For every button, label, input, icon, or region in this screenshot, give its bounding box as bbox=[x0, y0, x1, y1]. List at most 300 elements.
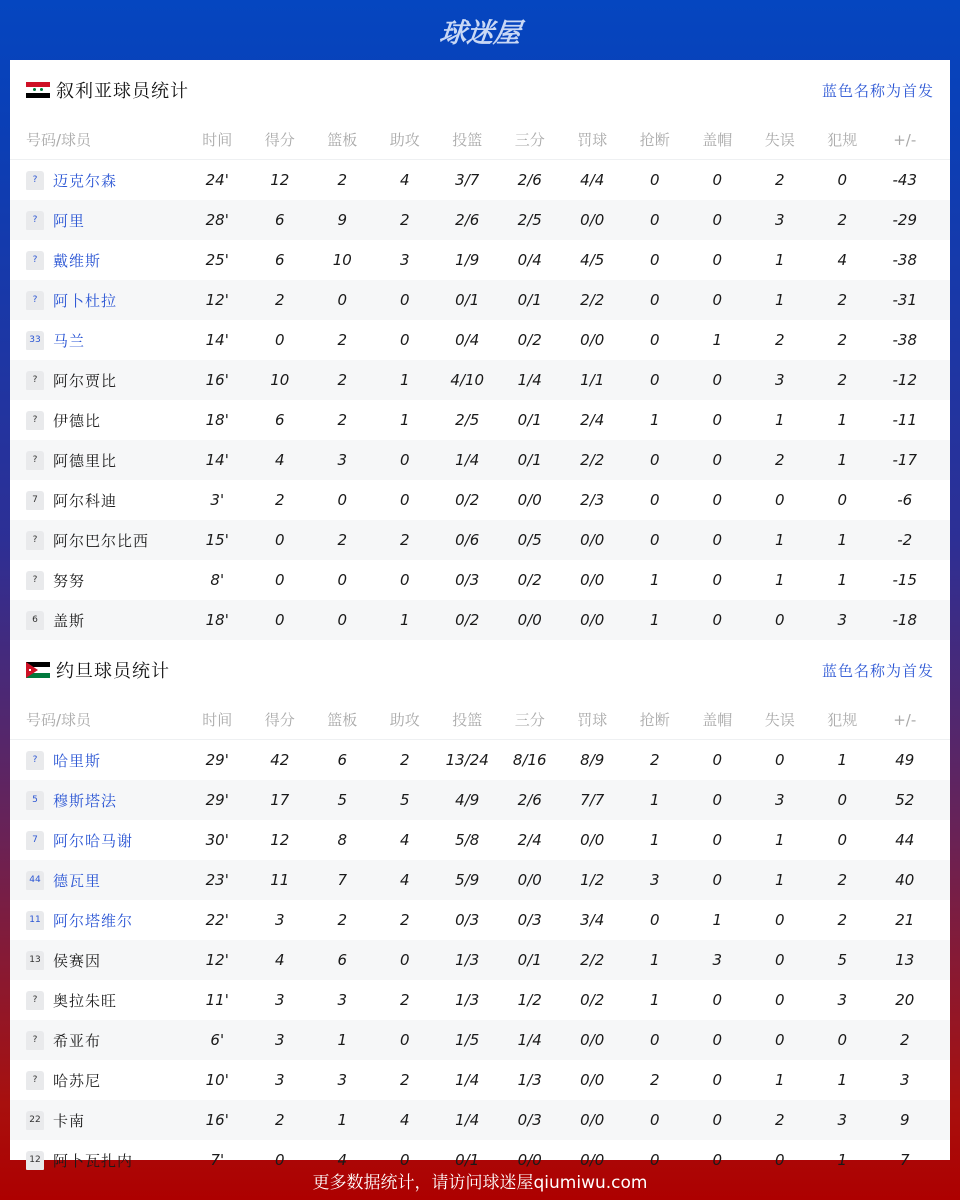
stat-cell: 0/0 bbox=[580, 571, 605, 589]
stat-cell: 1 bbox=[774, 411, 785, 429]
stat-cell: 0/6 bbox=[455, 531, 480, 549]
stat-cell: 5/9 bbox=[455, 871, 480, 889]
stat-cell: 24' bbox=[205, 171, 229, 189]
stat-cell: 1 bbox=[337, 1031, 348, 1049]
stat-cell: 2 bbox=[837, 291, 848, 309]
stat-cell: 1/2 bbox=[517, 991, 542, 1009]
stat-cell: 0/0 bbox=[580, 611, 605, 629]
stat-cell: 0 bbox=[649, 911, 660, 929]
stat-cell: 0 bbox=[712, 871, 723, 889]
stat-cell: 1 bbox=[399, 371, 410, 389]
player-row[interactable] bbox=[10, 600, 950, 640]
stat-cell: 14' bbox=[205, 451, 229, 469]
stat-cell: 49 bbox=[895, 751, 915, 769]
stat-cell: 52 bbox=[895, 791, 915, 809]
player-name[interactable]: 盖斯 bbox=[53, 611, 86, 630]
stat-cell: 1 bbox=[649, 791, 660, 809]
col-header[interactable]: 三分 bbox=[514, 711, 545, 729]
stat-cell: 0 bbox=[712, 1071, 723, 1089]
stat-cell: 0 bbox=[649, 251, 660, 269]
stat-cell: -38 bbox=[892, 251, 917, 269]
stat-cell: 1 bbox=[337, 1111, 348, 1129]
stat-cell: 3 bbox=[774, 791, 785, 809]
stat-cell: 0/0 bbox=[517, 1151, 542, 1169]
player-cell bbox=[10, 830, 186, 851]
stat-cell: 2 bbox=[649, 751, 660, 769]
section-header bbox=[10, 640, 950, 700]
col-header[interactable]: 盖帽 bbox=[702, 131, 733, 149]
stat-cell: 0/0 bbox=[517, 491, 542, 509]
jordan-flag-icon bbox=[26, 662, 50, 678]
stat-cell: 4/10 bbox=[450, 371, 485, 389]
player-name[interactable]: 阿尔贾比 bbox=[53, 371, 118, 390]
jersey-number-icon: 5 bbox=[26, 791, 44, 810]
stat-cell: 3 bbox=[337, 451, 348, 469]
stat-cell: 1/3 bbox=[517, 1071, 542, 1089]
player-name[interactable]: 哈里斯 bbox=[53, 751, 102, 770]
stat-cell: 30' bbox=[205, 831, 229, 849]
jersey-number-icon: 13 bbox=[26, 951, 44, 970]
stat-cell: 2 bbox=[774, 451, 785, 469]
player-row[interactable] bbox=[10, 280, 950, 320]
player-name[interactable]: 德瓦里 bbox=[53, 871, 102, 890]
stat-cell: 40 bbox=[895, 871, 915, 889]
stat-cell: 6 bbox=[274, 411, 285, 429]
stat-cell: 4/9 bbox=[455, 791, 480, 809]
stat-cell: -2 bbox=[897, 531, 913, 549]
col-header[interactable]: 失误 bbox=[764, 711, 795, 729]
col-header[interactable]: 抢断 bbox=[639, 131, 670, 149]
stat-cell: 1 bbox=[712, 331, 723, 349]
stat-cell: 0 bbox=[774, 491, 785, 509]
jersey-number-icon: 22 bbox=[26, 1111, 44, 1130]
stat-cell: 14' bbox=[205, 331, 229, 349]
jersey-number-icon: ? bbox=[26, 411, 44, 430]
player-name[interactable]: 伊德比 bbox=[53, 411, 102, 430]
stat-cell: 0/2 bbox=[517, 331, 542, 349]
player-name[interactable]: 哈苏尼 bbox=[53, 1071, 102, 1090]
stat-cell: 0 bbox=[774, 1151, 785, 1169]
stat-cell: 5 bbox=[837, 951, 848, 969]
jersey-number-icon: 44 bbox=[26, 871, 44, 890]
stat-cell: 2 bbox=[337, 171, 348, 189]
stat-cell: 2 bbox=[837, 871, 848, 889]
player-name[interactable]: 努努 bbox=[53, 571, 86, 590]
stat-cell: -17 bbox=[892, 451, 917, 469]
stat-cell: 3' bbox=[210, 491, 225, 509]
site-logo[interactable]: 球迷屋 bbox=[437, 17, 522, 49]
col-header[interactable]: +/- bbox=[893, 130, 917, 149]
col-header[interactable]: 助攻 bbox=[389, 711, 420, 729]
jersey-number-icon: ? bbox=[26, 211, 44, 230]
stat-cell: 2 bbox=[774, 1111, 785, 1129]
stat-cell: 7 bbox=[899, 1151, 910, 1169]
player-cell bbox=[10, 210, 186, 231]
player-row[interactable] bbox=[10, 1060, 950, 1100]
player-row[interactable] bbox=[10, 740, 950, 780]
player-name[interactable]: 阿卜杜拉 bbox=[53, 291, 118, 310]
player-cell bbox=[10, 490, 186, 511]
jersey-number-icon: ? bbox=[26, 371, 44, 390]
stat-cell: 1 bbox=[649, 571, 660, 589]
col-header[interactable]: 得分 bbox=[264, 711, 295, 729]
stat-cell: -6 bbox=[897, 491, 913, 509]
player-row[interactable] bbox=[10, 780, 950, 820]
stat-cell: 0 bbox=[274, 531, 285, 549]
stat-cell: 7 bbox=[337, 871, 348, 889]
col-header-player[interactable]: 号码/球员 bbox=[26, 711, 92, 729]
player-cell bbox=[10, 910, 186, 931]
stat-cell: 2 bbox=[274, 491, 285, 509]
stat-cell: 42 bbox=[270, 751, 290, 769]
col-header[interactable]: 投篮 bbox=[452, 711, 483, 729]
stat-cell: 0 bbox=[712, 411, 723, 429]
stat-cell: 2/6 bbox=[517, 791, 542, 809]
player-row[interactable] bbox=[10, 360, 950, 400]
player-row[interactable] bbox=[10, 820, 950, 860]
stat-cell: 3 bbox=[712, 951, 723, 969]
player-row[interactable] bbox=[10, 480, 950, 520]
stat-cell: 2 bbox=[337, 331, 348, 349]
stat-cell: 4/5 bbox=[580, 251, 605, 269]
stat-cell: 0 bbox=[712, 611, 723, 629]
player-name[interactable]: 阿尔科迪 bbox=[53, 491, 118, 510]
col-header-player[interactable]: 号码/球员 bbox=[26, 131, 92, 149]
stat-cell: 5/8 bbox=[455, 831, 480, 849]
player-row[interactable] bbox=[10, 1020, 950, 1060]
stat-cell: 1/2 bbox=[580, 871, 605, 889]
jersey-number-icon: ? bbox=[26, 531, 44, 550]
stat-cell: 0 bbox=[837, 791, 848, 809]
stat-cell: 0/2 bbox=[455, 611, 480, 629]
stat-cell: 8/16 bbox=[512, 751, 547, 769]
player-row[interactable] bbox=[10, 900, 950, 940]
player-cell bbox=[10, 450, 186, 471]
player-name[interactable]: 阿尔塔维尔 bbox=[53, 911, 134, 930]
stat-cell: 2/2 bbox=[580, 451, 605, 469]
stat-cell: 1 bbox=[774, 871, 785, 889]
stat-cell: 2/2 bbox=[580, 951, 605, 969]
team-section-jordan bbox=[10, 640, 950, 1180]
stat-cell: 0 bbox=[274, 611, 285, 629]
col-header[interactable]: 罚球 bbox=[577, 131, 608, 149]
col-header[interactable]: 得分 bbox=[264, 131, 295, 149]
stat-cell: 3 bbox=[837, 991, 848, 1009]
col-header[interactable]: 时间 bbox=[202, 131, 233, 149]
stat-cell: 0/1 bbox=[455, 291, 480, 309]
stat-cell: 2 bbox=[837, 331, 848, 349]
stat-cell: 4/4 bbox=[580, 171, 605, 189]
stat-cell: 0 bbox=[837, 1031, 848, 1049]
jersey-number-icon: 6 bbox=[26, 611, 44, 630]
stat-cell: 0 bbox=[774, 991, 785, 1009]
stat-cell: -43 bbox=[892, 171, 917, 189]
stat-cell: 0 bbox=[274, 571, 285, 589]
col-header[interactable]: 罚球 bbox=[577, 711, 608, 729]
col-header[interactable]: 犯规 bbox=[827, 131, 858, 149]
jersey-number-icon: ? bbox=[26, 571, 44, 590]
stat-cell: 0 bbox=[712, 211, 723, 229]
stat-cell: 0/2 bbox=[580, 991, 605, 1009]
player-row[interactable] bbox=[10, 440, 950, 480]
stat-cell: 0/3 bbox=[455, 571, 480, 589]
col-header[interactable]: 篮板 bbox=[327, 131, 358, 149]
stat-cell: 2 bbox=[774, 331, 785, 349]
stat-cell: 0 bbox=[774, 951, 785, 969]
stat-cell: 0/1 bbox=[517, 411, 542, 429]
stat-cell: 12' bbox=[205, 291, 229, 309]
stat-cell: 0 bbox=[774, 911, 785, 929]
stat-cell: 0 bbox=[712, 371, 723, 389]
stat-cell: 1 bbox=[774, 571, 785, 589]
col-header[interactable]: 投篮 bbox=[452, 131, 483, 149]
stat-cell: 0/0 bbox=[580, 1071, 605, 1089]
player-row[interactable] bbox=[10, 400, 950, 440]
stat-cell: 0 bbox=[649, 451, 660, 469]
stat-cell: 0 bbox=[712, 831, 723, 849]
stat-cell: 18' bbox=[205, 611, 229, 629]
stat-cell: 0 bbox=[774, 611, 785, 629]
table-header-row bbox=[10, 120, 950, 160]
stat-cell: 0 bbox=[649, 291, 660, 309]
player-cell bbox=[10, 990, 186, 1011]
stat-cell: 3 bbox=[399, 251, 410, 269]
jersey-number-icon: ? bbox=[26, 251, 44, 270]
player-row[interactable] bbox=[10, 240, 950, 280]
jersey-number-icon: ? bbox=[26, 1071, 44, 1090]
section-header bbox=[10, 60, 950, 120]
col-header[interactable]: 三分 bbox=[514, 131, 545, 149]
stat-cell: 0 bbox=[399, 1151, 410, 1169]
player-name[interactable]: 阿德里比 bbox=[53, 451, 118, 470]
stat-cell: 2/4 bbox=[580, 411, 605, 429]
stat-cell: 1 bbox=[837, 1071, 848, 1089]
stat-cell: 1/3 bbox=[455, 991, 480, 1009]
player-name[interactable]: 马兰 bbox=[53, 331, 86, 350]
col-header[interactable]: 时间 bbox=[202, 711, 233, 729]
player-name[interactable]: 穆斯塔法 bbox=[53, 791, 118, 810]
stat-cell: 4 bbox=[274, 451, 285, 469]
player-name[interactable]: 戴维斯 bbox=[53, 251, 102, 270]
jersey-number-icon: ? bbox=[26, 451, 44, 470]
stat-cell: 22' bbox=[205, 911, 229, 929]
player-cell bbox=[10, 530, 186, 551]
stat-cell: 2 bbox=[399, 211, 410, 229]
stat-cell: 2/5 bbox=[455, 411, 480, 429]
player-name[interactable]: 阿卜瓦扎内 bbox=[53, 1151, 134, 1170]
player-name[interactable]: 卡南 bbox=[53, 1111, 86, 1130]
stat-cell: 0 bbox=[399, 291, 410, 309]
stat-cell: 1/4 bbox=[517, 1031, 542, 1049]
stat-cell: 0/0 bbox=[580, 211, 605, 229]
col-header[interactable]: +/- bbox=[893, 710, 917, 729]
stat-cell: 0/5 bbox=[517, 531, 542, 549]
stat-cell: 6 bbox=[337, 751, 348, 769]
player-row[interactable] bbox=[10, 980, 950, 1020]
stat-cell: 8/9 bbox=[580, 751, 605, 769]
stat-cell: -29 bbox=[892, 211, 917, 229]
stat-cell: 1 bbox=[837, 531, 848, 549]
player-row[interactable] bbox=[10, 940, 950, 980]
stat-cell: 0 bbox=[649, 491, 660, 509]
player-cell bbox=[10, 570, 186, 591]
stat-cell: 6' bbox=[210, 1031, 225, 1049]
stat-cell: 5 bbox=[399, 791, 410, 809]
stat-cell: 21 bbox=[895, 911, 915, 929]
stat-cell: 0 bbox=[399, 1031, 410, 1049]
stat-cell: 0/3 bbox=[517, 1111, 542, 1129]
stats-card bbox=[10, 60, 950, 1170]
player-cell bbox=[10, 870, 186, 891]
player-cell bbox=[10, 1110, 186, 1131]
stat-cell: 2 bbox=[274, 291, 285, 309]
col-header[interactable]: 盖帽 bbox=[702, 711, 733, 729]
stat-cell: 2 bbox=[774, 171, 785, 189]
stat-cell: 1 bbox=[837, 571, 848, 589]
stat-cell: 0 bbox=[649, 171, 660, 189]
stat-cell: 0/0 bbox=[580, 1111, 605, 1129]
stat-cell: -38 bbox=[892, 331, 917, 349]
jersey-number-icon: ? bbox=[26, 751, 44, 770]
player-row[interactable] bbox=[10, 1100, 950, 1140]
player-name[interactable]: 希亚布 bbox=[53, 1031, 102, 1050]
stat-cell: 29' bbox=[205, 791, 229, 809]
stat-cell: 0 bbox=[712, 751, 723, 769]
stat-cell: 2 bbox=[837, 371, 848, 389]
stat-cell: 7/7 bbox=[580, 791, 605, 809]
player-cell bbox=[10, 290, 186, 311]
player-cell bbox=[10, 750, 186, 771]
jersey-number-icon: ? bbox=[26, 1031, 44, 1050]
stat-cell: 3 bbox=[774, 371, 785, 389]
stat-cell: 0 bbox=[649, 371, 660, 389]
section-title: 叙利亚球员统计 bbox=[56, 81, 189, 102]
player-row[interactable] bbox=[10, 320, 950, 360]
stat-cell: 6 bbox=[274, 251, 285, 269]
stat-cell: 1 bbox=[774, 251, 785, 269]
stat-cell: 0/3 bbox=[455, 911, 480, 929]
player-name[interactable]: 阿尔哈马谢 bbox=[53, 831, 134, 850]
stat-cell: 0 bbox=[712, 791, 723, 809]
player-cell bbox=[10, 950, 186, 971]
stat-cell: 2 bbox=[399, 531, 410, 549]
stat-cell: 3 bbox=[337, 991, 348, 1009]
player-cell bbox=[10, 370, 186, 391]
jersey-number-icon: 33 bbox=[26, 331, 44, 350]
stat-cell: 0 bbox=[649, 1031, 660, 1049]
stat-cell: 23' bbox=[205, 871, 229, 889]
stat-cell: 4 bbox=[399, 1111, 410, 1129]
player-name[interactable]: 奥拉朱旺 bbox=[53, 991, 118, 1010]
col-header[interactable]: 犯规 bbox=[827, 711, 858, 729]
stat-cell: 10 bbox=[332, 251, 352, 269]
player-row[interactable] bbox=[10, 520, 950, 560]
stat-cell: 5 bbox=[337, 791, 348, 809]
stat-cell: 20 bbox=[895, 991, 915, 1009]
stat-cell: 0 bbox=[399, 491, 410, 509]
player-name[interactable]: 阿里 bbox=[53, 211, 86, 230]
footer-banner[interactable] bbox=[0, 1160, 960, 1200]
stat-cell: 1 bbox=[649, 411, 660, 429]
stat-cell: 44 bbox=[895, 831, 915, 849]
col-header[interactable]: 抢断 bbox=[639, 711, 670, 729]
stat-cell: 2 bbox=[837, 211, 848, 229]
col-header[interactable]: 篮板 bbox=[327, 711, 358, 729]
jersey-number-icon: 7 bbox=[26, 491, 44, 510]
stat-cell: 0 bbox=[712, 171, 723, 189]
stat-cell: 0 bbox=[712, 1031, 723, 1049]
stat-cell: 0 bbox=[837, 491, 848, 509]
stat-cell: 0 bbox=[399, 331, 410, 349]
player-cell bbox=[10, 790, 186, 811]
stat-cell: 0/2 bbox=[517, 571, 542, 589]
stat-cell: 0 bbox=[399, 951, 410, 969]
stat-cell: 2 bbox=[899, 1031, 910, 1049]
stat-cell: 11' bbox=[205, 991, 229, 1009]
stat-cell: 1 bbox=[774, 1071, 785, 1089]
starter-legend: 蓝色名称为首发 bbox=[821, 661, 934, 680]
player-row[interactable] bbox=[10, 560, 950, 600]
stat-cell: 0/1 bbox=[517, 951, 542, 969]
stat-cell: 0/0 bbox=[580, 1151, 605, 1169]
stat-cell: 0/1 bbox=[517, 291, 542, 309]
stat-cell: 12 bbox=[270, 171, 290, 189]
player-row[interactable] bbox=[10, 200, 950, 240]
player-cell bbox=[10, 1070, 186, 1091]
stat-cell: 0 bbox=[337, 491, 348, 509]
jersey-number-icon: ? bbox=[26, 291, 44, 310]
stat-cell: 0/3 bbox=[517, 911, 542, 929]
player-row[interactable] bbox=[10, 860, 950, 900]
player-name[interactable]: 侯赛因 bbox=[53, 951, 102, 970]
stat-cell: 0 bbox=[649, 1111, 660, 1129]
stat-cell: 0 bbox=[399, 571, 410, 589]
stat-cell: 0 bbox=[712, 451, 723, 469]
stat-cell: 3 bbox=[837, 1111, 848, 1129]
stat-cell: 4 bbox=[399, 831, 410, 849]
starter-legend: 蓝色名称为首发 bbox=[821, 81, 934, 100]
stat-cell: 29' bbox=[205, 751, 229, 769]
col-header[interactable]: 助攻 bbox=[389, 131, 420, 149]
footer-text: 更多数据统计，请访问球迷屋qiumiwu.com bbox=[312, 1172, 648, 1193]
stat-cell: 0/0 bbox=[580, 831, 605, 849]
player-row[interactable] bbox=[10, 160, 950, 200]
stat-cell: 15' bbox=[205, 531, 229, 549]
stat-cell: 4 bbox=[337, 1151, 348, 1169]
stat-cell: 4 bbox=[399, 171, 410, 189]
stat-cell: 0 bbox=[837, 831, 848, 849]
stat-cell: 0 bbox=[337, 571, 348, 589]
stat-cell: 0 bbox=[712, 531, 723, 549]
stat-cell: 1 bbox=[774, 831, 785, 849]
player-name[interactable]: 阿尔巴尔比西 bbox=[53, 531, 150, 550]
stat-cell: 3 bbox=[274, 1031, 285, 1049]
stat-cell: 0 bbox=[399, 451, 410, 469]
stat-cell: 9 bbox=[899, 1111, 910, 1129]
stat-cell: 1 bbox=[837, 751, 848, 769]
stat-cell: 28' bbox=[205, 211, 229, 229]
stat-cell: 16' bbox=[205, 1111, 229, 1129]
stat-cell: 1 bbox=[837, 1151, 848, 1169]
jersey-number-icon: ? bbox=[26, 991, 44, 1010]
stat-cell: 0/0 bbox=[580, 531, 605, 549]
stat-cell: 1 bbox=[399, 411, 410, 429]
stat-cell: 3 bbox=[899, 1071, 910, 1089]
player-name[interactable]: 迈克尔森 bbox=[53, 171, 118, 190]
stat-cell: 0/0 bbox=[580, 331, 605, 349]
col-header[interactable]: 失误 bbox=[764, 131, 795, 149]
stat-cell: 16' bbox=[205, 371, 229, 389]
